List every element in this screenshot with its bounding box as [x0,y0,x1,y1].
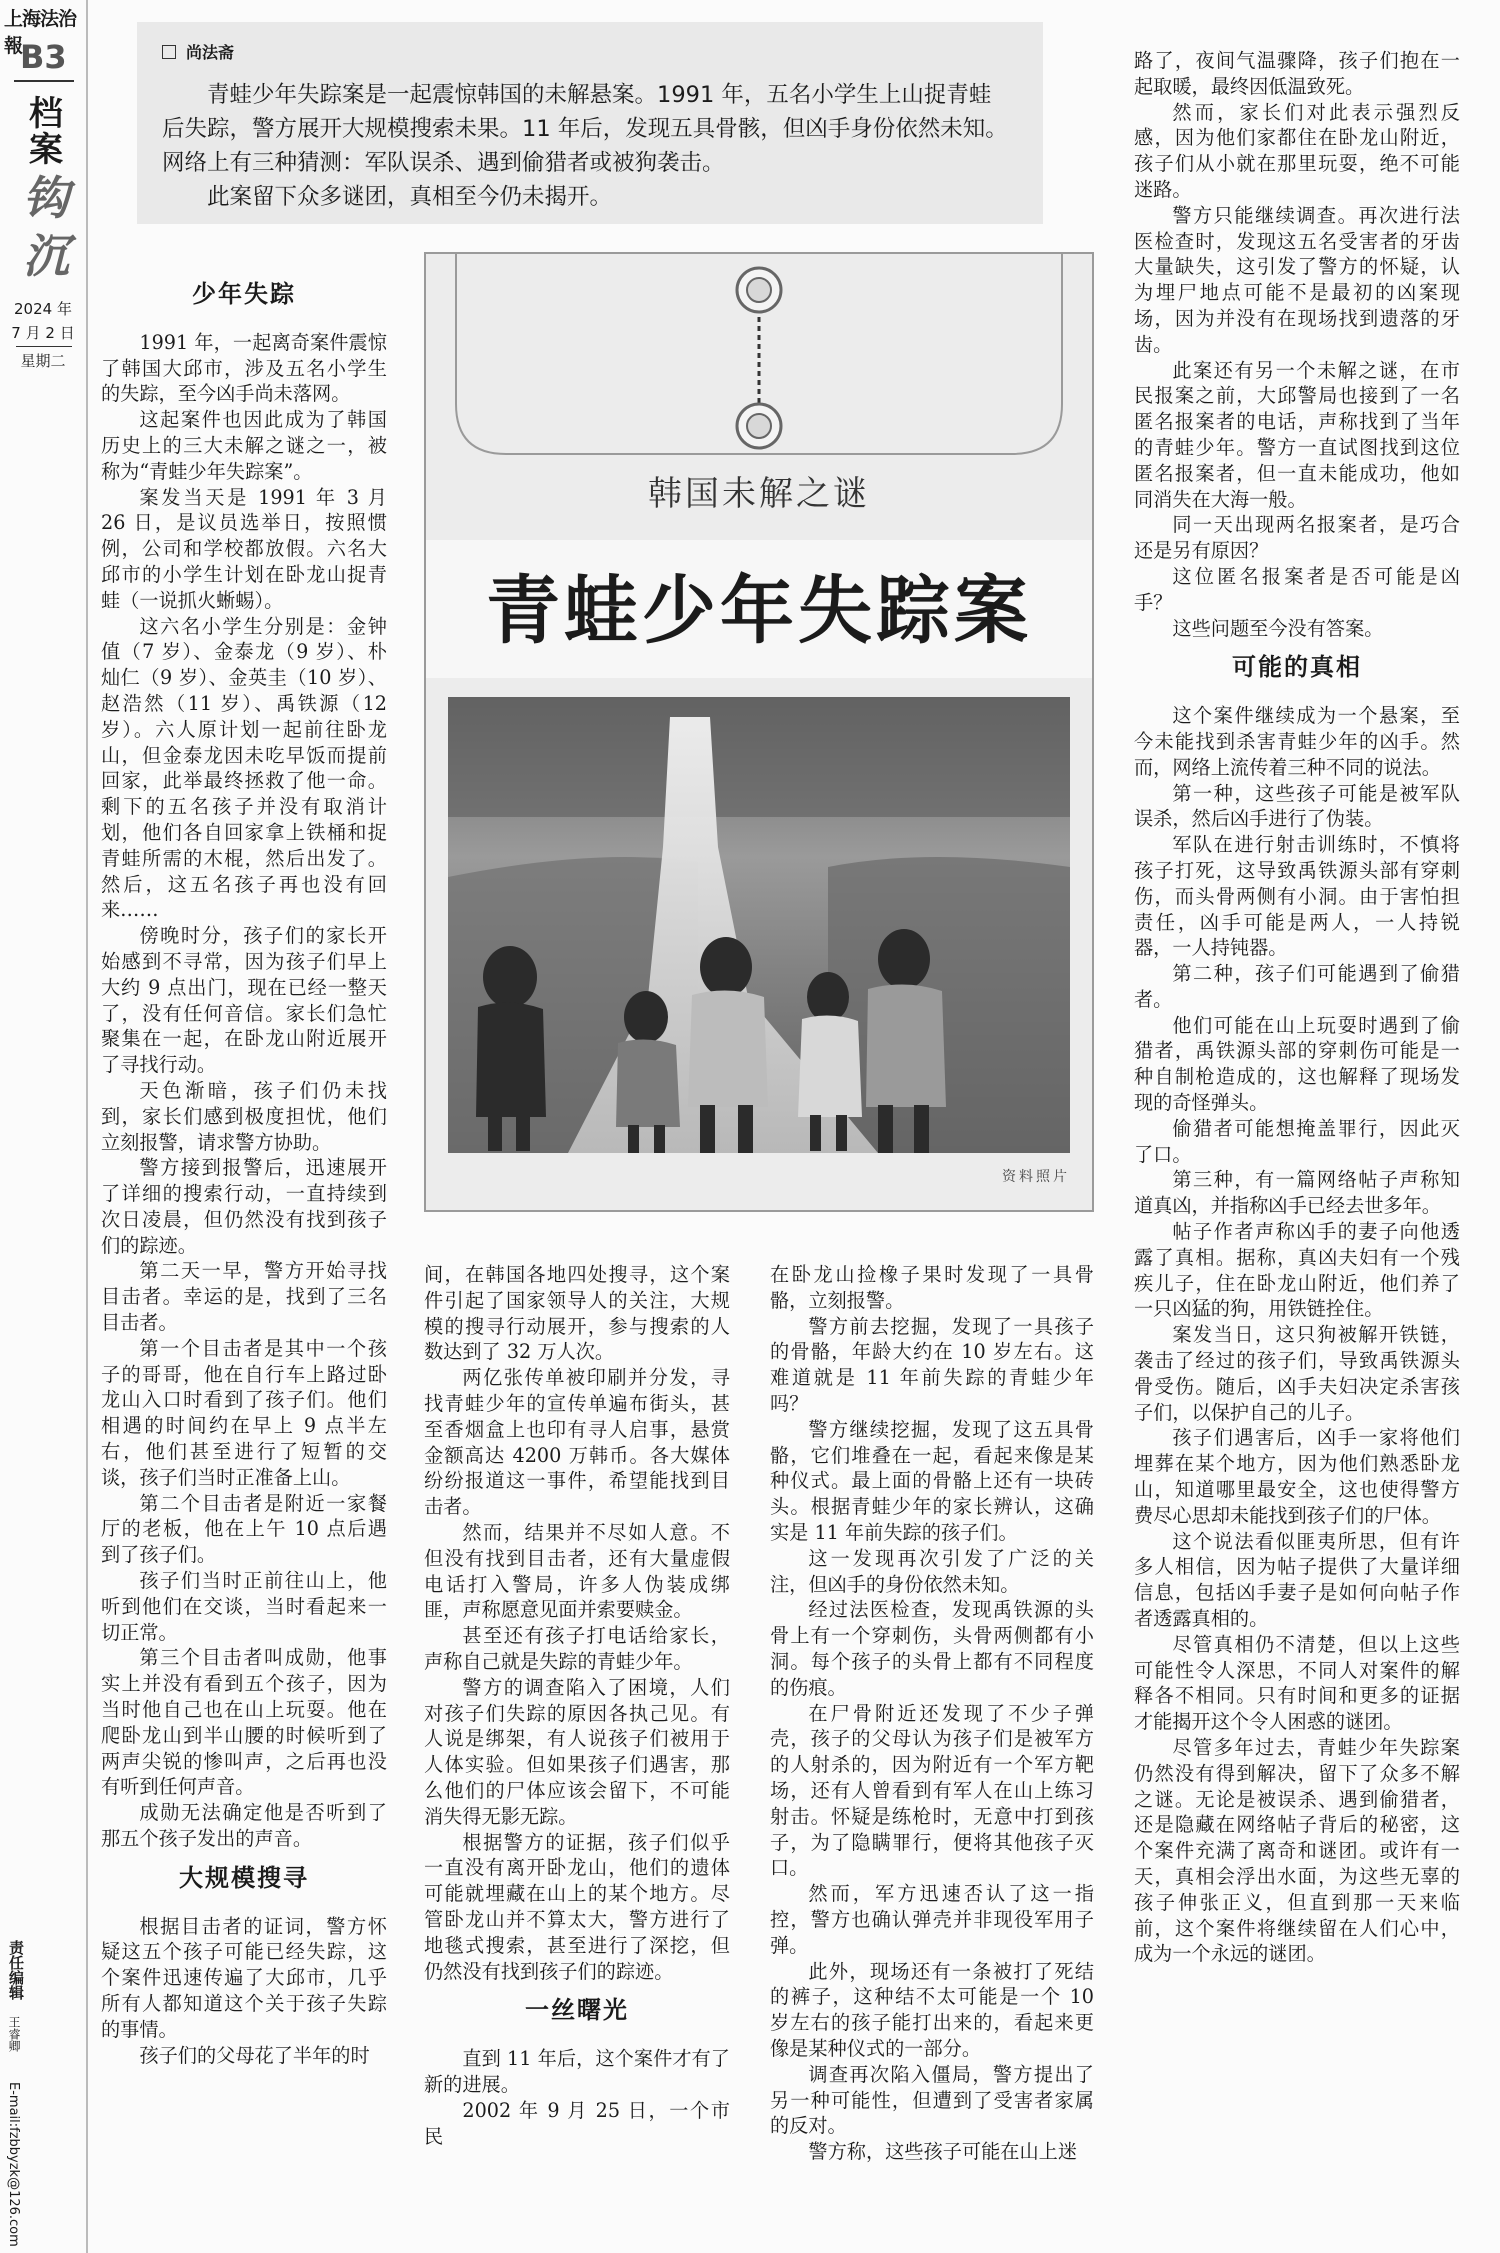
paragraph: 两亿张传单被印刷并分发，寻找青蛙少年的宣传单遍布街头，甚至香烟盒上也印有寻人启事，悬赏金额高达 4200 万韩币。各大媒体纷纷报道这一事件，希望能找到目击者。 [424,1366,730,1519]
editor-name: 王睿卿 [7,2016,21,2052]
paragraph: 警方只能继续调查。再次进行法医检查时，发现这五名受害者的牙齿大量缺失，这引发了警方的怀疑，认为埋尸地点可能不是最初的凶案现场，因为并没有在现场找到遗落的牙齿。 [1134,203,1460,356]
paragraph: 第三个目击者叫成勋，他事实上并没有看到五个孩子，因为当时他自己也在山上玩耍。他在爬卧龙山到半山腰的时候听到了两声尖锐的惨叫声，之后再也没有听到任何声音。 [101,1646,387,1799]
paragraph: 此外，现场还有一条被打了死结的裤子，这种结不太可能是一个 10 岁左右的孩子能打出来的，看起来更像是某种仪式的一部分。 [770,1959,1094,2060]
paragraph: 警方接到报警后，迅速展开了详细的搜索行动，一直持续到次日凌晨，但仍然没有找到孩子们的踪迹。 [101,1156,387,1257]
section-rule [14,80,74,82]
section-heading: 大规模搜寻 [179,1863,309,1892]
square-icon [162,45,176,59]
paragraph: 然而，军方迅速否认了这一指控，警方也确认弹壳并非现役军用子弹。 [770,1882,1094,1957]
paragraph: 这六名小学生分别是：金钟值（7 岁）、金泰龙（9 岁）、朴灿仁（9 岁）、金英圭（10 岁）、赵浩然（11 岁）、禹铁源（12 岁）。六人原计划一起前往卧龙山，但金泰龙因未吃早饭而提前回家，此举最终拯救了他一命。剩下的五名孩子并没有取消计划，他们各自回家拿上铁桶和捉青蛙所需的木棍，然后出发了。然后，这五名孩子再也没有回来…… [101,614,387,922]
paragraph: 2002 年 9 月 25 日，一个市民 [424,2098,730,2148]
section-heading: 可能的真相 [1232,653,1362,682]
section-char-4: 沉 [23,229,69,283]
paragraph: 警方的调查陷入了困境，人们对孩子们失踪的原因各执己见。有人说是绑架，有人说孩子们被用于人体实验。但如果孩子们遇害，那么他们的尸体应该会留下，不可能消失得无影无踪。 [424,1675,730,1828]
paragraph: 孩子们遇害后，凶手一家将他们埋葬在某个地方，因为他们熟悉卧龙山，知道哪里最安全，这也使得警方费尽心思却未能找到孩子们的尸体。 [1134,1426,1460,1527]
date-rule [16,346,72,347]
date-weekday: 星期二 [20,352,66,370]
editor-label: 责任编辑 [7,1940,25,2000]
article-column-3 [770,1262,1094,2165]
paragraph: 第一种，这些孩子可能是被军队误杀，然后凶手进行了伪装。 [1134,781,1460,831]
article-column-4 [1134,48,1460,1967]
paragraph: 案发当天是 1991 年 3 月 26 日，是议员选举日，按照惯例，公司和学校都放假。六名大邱市的小学生计划在卧龙山捉青蛙（一说抓火蜥蜴）。 [101,485,387,612]
paragraph: 甚至还有孩子打电话给家长，声称自己就是失踪的青蛙少年。 [424,1624,730,1673]
article-column-2 [424,1262,730,2149]
section-char-1: 档 [29,94,63,134]
section-char-3: 钩 [23,171,69,225]
paragraph: 偷猎者可能想掩盖罪行，因此灭了口。 [1134,1116,1460,1166]
paragraph: 根据警方的证据，孩子们似乎一直没有离开卧龙山，他们的遗体可能就埋藏在山上的某个地方。尽管卧龙山并不算太大，警方进行了地毯式搜索，甚至进行了深挖，但仍然没有找到孩子们的踪迹。 [424,1830,730,1983]
paragraph: 第二天一早，警方开始寻找目击者。幸运的是，找到了三名目击者。 [101,1259,387,1335]
page-number: B3 [20,38,67,76]
paragraph: 这个说法看似匪夷所思，但有许多人相信，因为帖子提供了大量详细信息，包括凶手妻子是如何向帖子作者透露真相的。 [1134,1529,1460,1631]
feature-headline: 青蛙少年失踪案 [486,568,1032,654]
paragraph: 间，在韩国各地四处搜寻，这个案件引起了国家领导人的关注，大规模的搜寻行动展开，参与搜索的人数达到了 32 万人次。 [424,1263,730,1364]
paragraph: 然而，家长们对此表示强烈反感，因为他们家都住在卧龙山附近，孩子们从小就在那里玩耍，绝不可能迷路。 [1134,100,1460,201]
paragraph: 孩子们的父母花了半年的时 [139,2043,370,2067]
feature-kicker: 韩国未解之谜 [648,474,870,514]
paragraph: 军队在进行射击训练时，不慎将孩子打死，这导致禹铁源头部有穿刺伤，而头骨两侧有小洞。由于害怕担责任，凶手可能是两人，一人持锐器，一人持钝器。 [1134,833,1460,960]
paragraph: 这些问题至今没有答案。 [1172,616,1384,640]
paragraph: 警方继续挖掘，发现了这五具骨骼，它们堆叠在一起，看起来像是某种仪式。最上面的骨骼上还有一块砖头。根据青蛙少年的家长辨认，这确实是 11 年前失踪的孩子们。 [770,1417,1094,1544]
paragraph: 此案还有另一个未解之谜，在市民报案之前，大邱警局也接到了一名匿名报案者的电话，声称找到了当年的青蛙少年。警方一直试图找到这位匿名报案者，但一直未能成功，他如同消失在大海一般。 [1134,358,1460,511]
paragraph: 尽管真相仍不清楚，但以上这些可能性令人深思，不同人对案件的解释各不相同。只有时间和更多的证据才能揭开这个令人困惑的谜团。 [1134,1632,1460,1734]
children-walking-photo [448,697,1070,1153]
paragraph: 同一天出现两名报案者，是巧合还是另有原因？ [1134,513,1460,563]
article-column-1 [101,268,387,2068]
paragraph: 在卧龙山捡橡子果时发现了一具骨骼，立刻报警。 [770,1263,1094,1312]
lead-tag-label: 尚法斋 [186,43,235,62]
paragraph: 警方前去挖掘，发现了一具孩子的骨骼，年龄大约在 10 岁左右。这难道就是 11 年前失踪的青蛙少年吗？ [770,1314,1094,1415]
paragraph: 然而，结果并不尽如人意。不但没有找到目击者，还有大量虚假电话打入警局，许多人伪装成绑匪，声称愿意见面并索要赎金。 [424,1520,730,1622]
masthead: 上海法治報 [4,8,77,57]
editor-email: E-mail:fzbbyzk@126.com [6,2082,21,2247]
photo-credit: 资料照片 [1002,1169,1070,1185]
paragraph: 案发当日，这只狗被解开铁链，袭击了经过的孩子们，导致禹铁源头骨受伤。随后，凶手夫妇决定杀害孩子们，以保护自己的儿子。 [1134,1323,1460,1424]
lead-paragraph: 此案留下众多谜团，真相至今仍未揭开。 [207,184,613,210]
paragraph: 警方称，这些孩子可能在山上迷 [808,2140,1078,2164]
paragraph: 第三种，有一篇网络帖子声称知道真凶，并指称凶手已经去世多年。 [1134,1168,1460,1218]
paragraph: 调查再次陷入僵局，警方提出了另一种可能性，但遭到了受害者家属的反对。 [770,2062,1094,2138]
section-heading: 少年失踪 [192,280,296,308]
paragraph: 根据目击者的证词，警方怀疑这五个孩子可能已经失踪，这个案件迅速传遍了大邱市，几乎所有人都知道这个关于孩子失踪的事情。 [101,1914,387,2041]
lead-paragraph: 青蛙少年失踪案是一起震惊韩国的未解悬案。1991 年，五名小学生上山捉青蛙后失踪，警方展开大规模搜索未果。11 年后，发现五具骨骸，但凶手身份依然未知。网络上有三种猜测：军队误杀、遇到偷猎者或被狗袭击。 [162,82,1008,176]
date-day: 7 月 2 日 [11,324,75,342]
paragraph: 尽管多年过去，青蛙少年失踪案仍然没有得到解决，留下了众多不解之谜。无论是被误杀、遇到偷猎者，还是隐藏在网络帖子背后的秘密，这个案件充满了离奇和谜团。或许有一天，真相会浮出水面，为这些无辜的孩子伸张正义，但直到那一天来临前，这个案件将继续留在人们心中，成为一个永远的谜团。 [1134,1736,1460,1966]
paragraph: 直到 11 年后，这个案件才有了新的进展。 [424,2047,730,2096]
paragraph: 第一个目击者是其中一个孩子的哥哥，他在自行车上路过卧龙山入口时看到了孩子们。他们相遇的时间约在早上 9 点半左右，他们甚至进行了短暂的交谈，孩子们当时正准备上山。 [101,1336,387,1489]
paragraph: 第二个目击者是附近一家餐厅的老板，他在上午 10 点后遇到了孩子们。 [101,1491,387,1567]
paragraph: 这位匿名报案者是否可能是凶手？ [1134,564,1460,614]
lead-tag [162,40,234,63]
paragraph: 成勋无法确定他是否听到了那五个孩子发出的声音。 [101,1801,387,1851]
section-char-2: 案 [29,130,63,170]
paragraph: 1991 年，一起离奇案件震惊了韩国大邱市，涉及五名小学生的失踪，至今凶手尚未落网。 [101,330,387,406]
section-heading: 一丝曙光 [525,1996,629,2025]
paragraph: 这个案件继续成为一个悬案，至今未能找到杀害青蛙少年的凶手。然而，网络上流传着三种不同的说法。 [1134,704,1460,779]
paragraph: 路了，夜间气温骤降，孩子们抱在一起取暖，最终因低温致死。 [1134,49,1460,98]
paragraph: 第二种，孩子们可能遇到了偷猎者。 [1134,962,1460,1011]
paragraph: 这起案件也因此成为了韩国历史上的三大未解之谜之一，被称为“青蛙少年失踪案”。 [101,408,387,483]
paragraph: 这一发现再次引发了广泛的关注，但凶手的身份依然未知。 [770,1546,1094,1596]
paragraph: 傍晚时分，孩子们的家长开始感到不寻常，因为孩子们早上大约 9 点出门，现在已经一整天了，没有任何音信。家长们急忙聚集在一起，在卧龙山附近展开了寻找行动。 [101,924,387,1077]
paragraph: 他们可能在山上玩耍时遇到了偷猎者，禹铁源头部的穿刺伤可能是一种自制枪造成的，这也解释了现场发现的奇怪弹头。 [1134,1013,1460,1115]
paragraph: 经过法医检查，发现禹铁源的头骨上有一个穿刺伤，头骨两侧都有小洞。每个孩子的头骨上都有不同程度的伤痕。 [770,1598,1094,1699]
paragraph: 孩子们当时正前往山上，他听到他们在交谈，当时看起来一切正常。 [101,1569,387,1644]
paragraph: 帖子作者声称凶手的妻子向他透露了真相。据称，真凶夫妇有一个残疾儿子，住在卧龙山附近，他们养了一只凶猛的狗，用铁链拴住。 [1134,1220,1460,1321]
lead-summary [162,78,1012,214]
envelope-flap [426,254,1092,462]
date-year: 2024 年 [14,300,72,318]
paragraph: 在尸骨附近还发现了不少子弹壳，孩子的父母认为孩子们是被军方的人射杀的，因为附近有一个军方靶场，还有人曾看到有军人在山上练习射击。怀疑是练枪时，无意中打到孩子，为了隐瞒罪行，便将其他孩子灭口。 [770,1701,1094,1880]
paragraph: 天色渐暗，孩子们仍未找到，家长们感到极度担忧，他们立刻报警，请求警方协助。 [101,1078,387,1154]
